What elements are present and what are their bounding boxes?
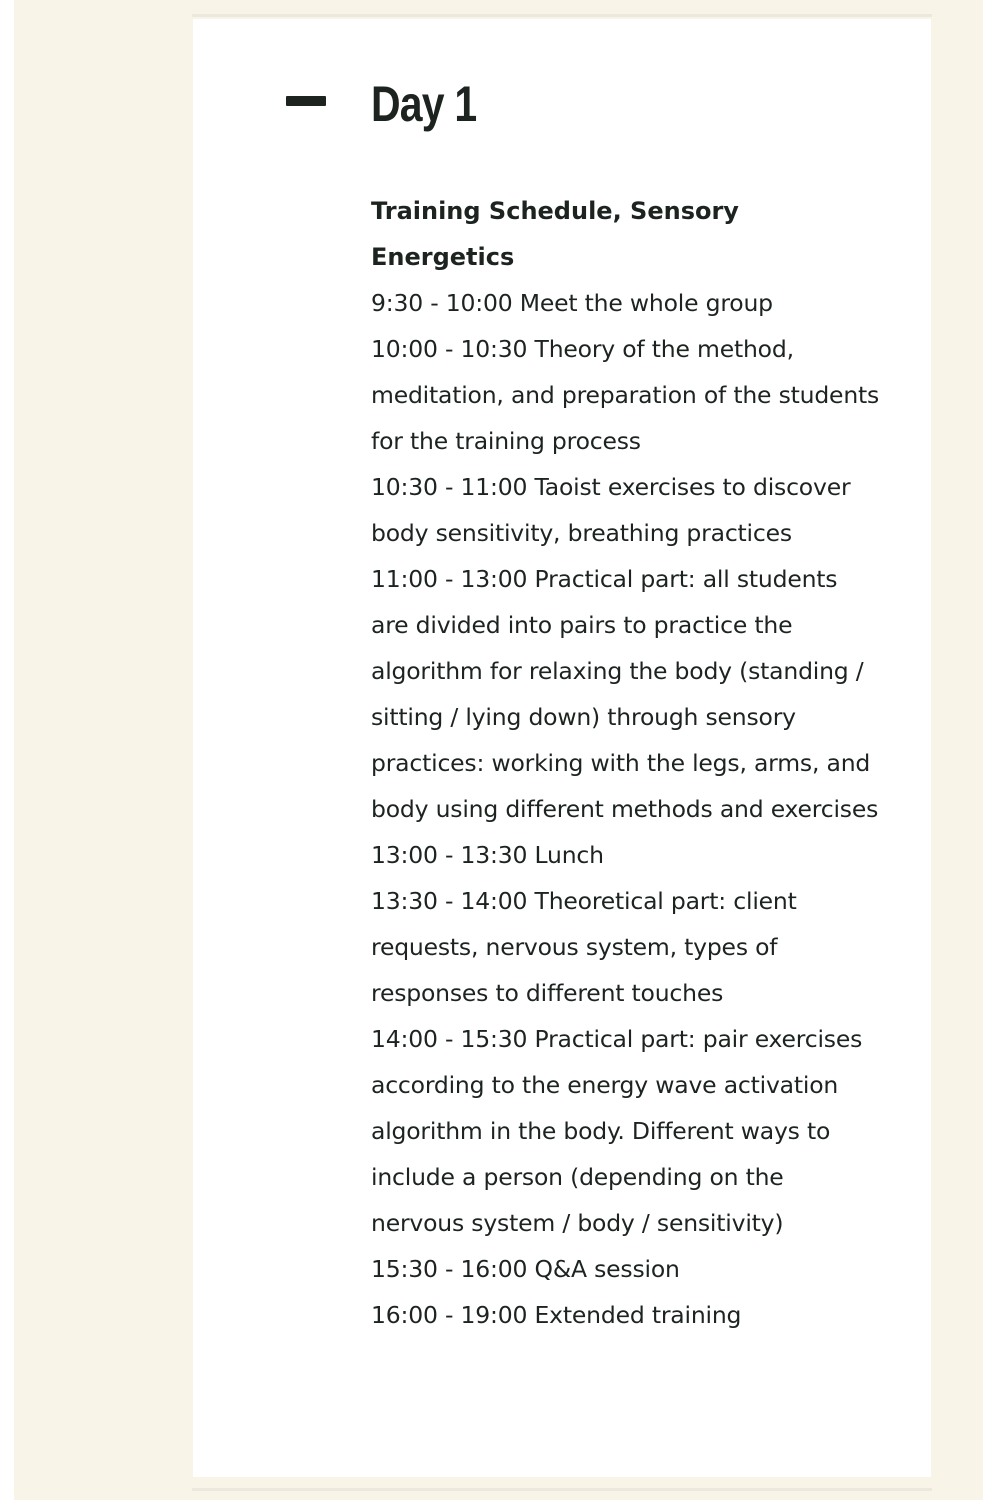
- schedule-heading: Training Schedule, Sensory Energetics: [371, 197, 739, 271]
- schedule-item: 9:30 - 10:00 Meet the whole group: [371, 289, 773, 317]
- schedule-content: [371, 188, 881, 1338]
- schedule-item: 11:00 - 13:00 Practical part: all students are divided into pairs to practice the algorithm for relaxing the body (standing / sitting / lying down) through sensory practices: working with the legs, arms, and body using different methods and exercises: [371, 565, 879, 823]
- schedule-item: 13:00 - 13:30 Lunch: [371, 841, 604, 869]
- bottom-divider: [192, 1488, 932, 1491]
- schedule-item: 15:30 - 16:00 Q&A session: [371, 1255, 680, 1283]
- page-right-margin: [983, 0, 987, 1500]
- schedule-item: 10:30 - 11:00 Taoist exercises to discover body sensitivity, breathing practices: [371, 473, 851, 547]
- accordion-title[interactable]: Day 1: [371, 76, 477, 132]
- minus-icon[interactable]: [286, 96, 326, 106]
- top-divider: [192, 14, 932, 17]
- schedule-item: 14:00 - 15:30 Practical part: pair exercises according to the energy wave activation algorithm in the body. Different ways to include a person (depending on the nervous system / body / sensitivity): [371, 1025, 863, 1237]
- schedule-item: 13:30 - 14:00 Theoretical part: client requests, nervous system, types of responses to different touches: [371, 887, 797, 1007]
- schedule-item: 10:00 - 10:30 Theory of the method, meditation, and preparation of the students for the training process: [371, 335, 880, 455]
- page-left-margin: [0, 0, 14, 1500]
- schedule-item: 16:00 - 19:00 Extended training: [371, 1301, 742, 1329]
